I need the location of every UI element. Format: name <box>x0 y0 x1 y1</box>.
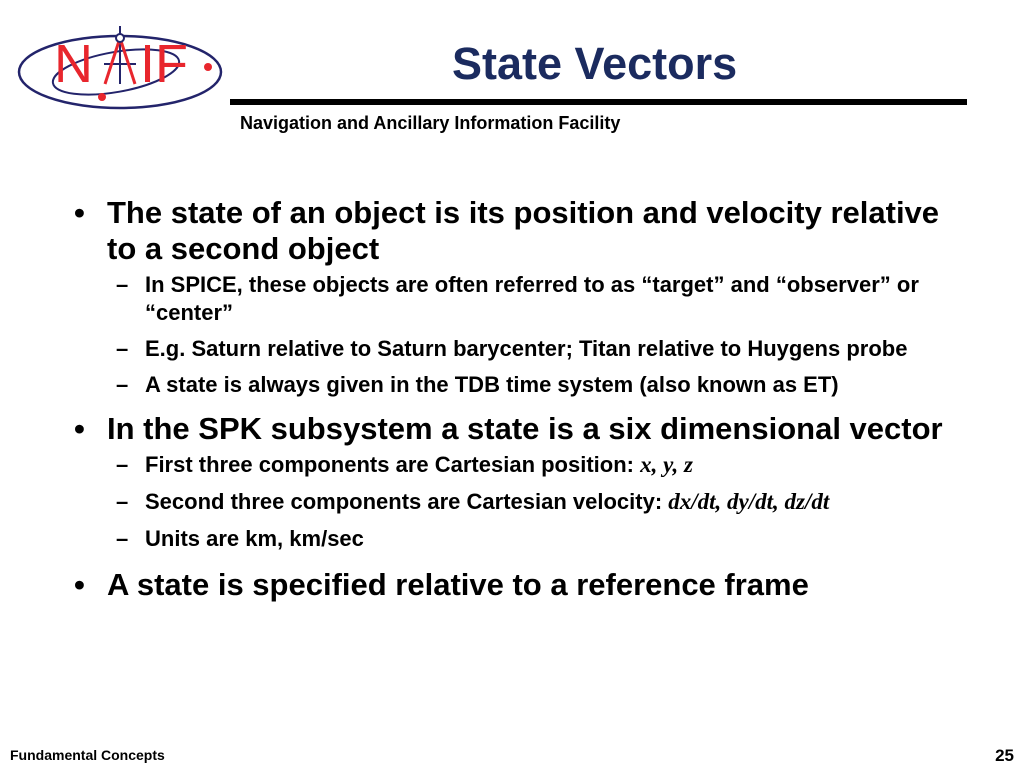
sub-bullet-item <box>70 488 975 516</box>
bullet-mark: • <box>74 411 85 446</box>
sub-bullet-mark: – <box>116 272 129 297</box>
sub-bullet-item <box>70 335 975 363</box>
logo-compass-icon <box>104 26 136 84</box>
bullet-text: The state of an object is its position and velocity relative to a second object <box>107 195 940 266</box>
logo-letters-if: IF <box>140 34 188 94</box>
sub-bullet-text: In SPICE, these objects are often referred to as “target” and “observer” or “center” <box>145 272 919 325</box>
bullet-list <box>70 195 975 603</box>
sub-bullet-item <box>70 451 975 479</box>
sub-bullet-text: First three components are Cartesian position: <box>145 452 641 477</box>
sub-bullet-text: A state is always given in the TDB time system (also known as ET) <box>145 372 839 397</box>
position-variables: x, y, z <box>640 452 693 477</box>
naif-logo <box>12 20 232 112</box>
sub-bullet-mark: – <box>116 452 129 477</box>
page-number: 25 <box>995 746 1014 765</box>
bullet-item <box>70 411 975 447</box>
bullet-mark: • <box>74 195 85 230</box>
sub-bullet-item <box>70 371 975 399</box>
sub-bullet-text: Second three components are Cartesian velocity: <box>145 489 669 514</box>
velocity-variables: dx/dt, dy/dt, dz/dt <box>668 489 830 514</box>
sub-bullet-mark: – <box>116 489 129 514</box>
sub-bullet-item <box>70 525 975 553</box>
logo-dot-bottom <box>98 93 106 101</box>
logo-dot-right <box>204 63 212 71</box>
sub-bullet-item <box>70 271 975 327</box>
page-title: State Vectors <box>452 38 738 89</box>
sub-bullet-text: Units are km, km/sec <box>145 526 364 551</box>
bullet-text: A state is specified relative to a reference frame <box>107 567 809 602</box>
header-subtitle: Navigation and Ancillary Information Facility <box>240 113 621 133</box>
title-divider <box>230 99 967 105</box>
bullet-mark: • <box>74 567 85 602</box>
logo-letter-n: N <box>54 34 93 94</box>
bullet-item <box>70 567 975 603</box>
sub-bullet-text: E.g. Saturn relative to Saturn barycenter; Titan relative to Huygens probe <box>145 336 908 361</box>
sub-bullet-mark: – <box>116 526 129 551</box>
bullet-text: In the SPK subsystem a state is a six dimensional vector <box>107 411 943 446</box>
footer-section-label: Fundamental Concepts <box>10 747 165 763</box>
sub-bullet-mark: – <box>116 372 129 397</box>
bullet-item <box>70 195 975 267</box>
sub-bullet-mark: – <box>116 336 129 361</box>
